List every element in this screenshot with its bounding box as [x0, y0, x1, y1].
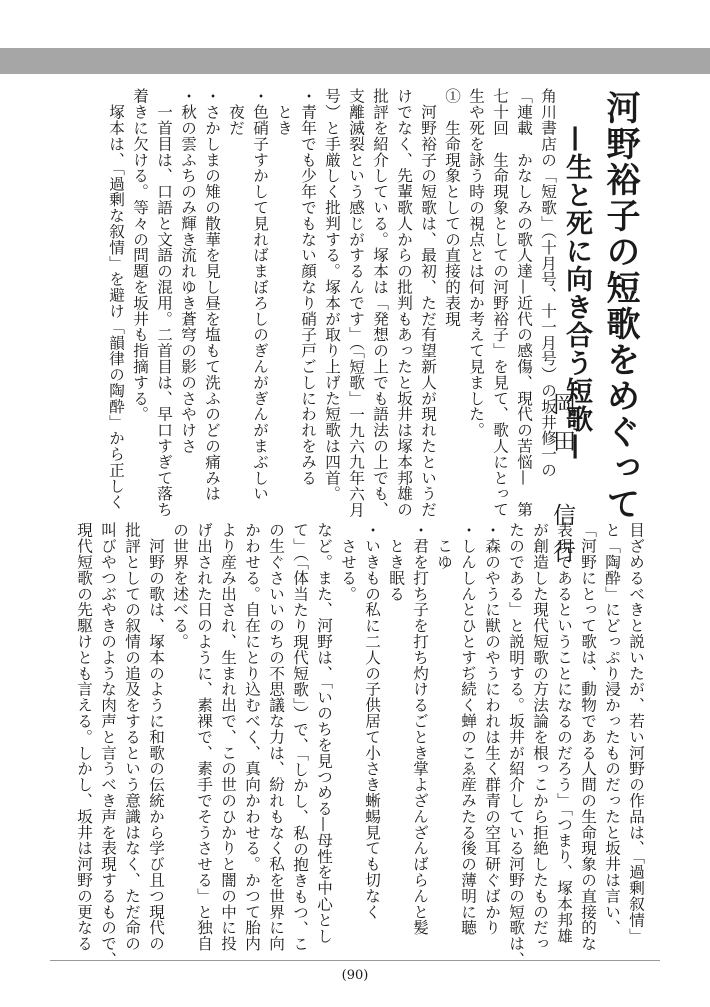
text-line: ・秋の雲ふちのみ輝き流れゆき蒼穹の影のさやけさ: [179, 88, 197, 454]
text-line: が創造した現代短歌の方法論を根っこから拒絶したものだっ: [531, 522, 549, 952]
text-line: たのである」と説明する。坂井が紹介している河野の短歌は、: [507, 522, 525, 968]
text-line: させる。: [339, 522, 357, 602]
text-line: 号）と手厳しく批判する。塚本が取り上げた短歌は四首。: [323, 88, 341, 502]
text-line: 支離滅裂という感じがするんです」（「短歌」一九六九年六月: [347, 88, 365, 518]
text-line: 河野裕子の短歌は、最初、ただ有望新人が現れたというだ: [419, 88, 437, 518]
text-line: の生ぐさいいのちの不思議な力は、紛れもなく私を世界に向: [267, 522, 285, 952]
text-line: 河野の歌は、塚本のように和歌の伝統から学び且つ現代の: [147, 522, 165, 952]
text-line: 角川書店の「短歌」（十月号、十一月号）の坂井修一の: [539, 88, 557, 478]
text-line: と「陶酔」にどっぷり浸かったものだったと坂井は言い、: [603, 522, 621, 936]
text-line: とき眠る: [387, 522, 405, 602]
article-author: 岡田 信行: [549, 392, 575, 577]
text-line: げ出された日のように、素裸で、素手でそうさせる」と独自: [195, 522, 213, 952]
text-line: より産み出され、生まれ出で、この世のひかりと闇の中に投: [219, 522, 237, 952]
text-line: の世界を述べる。: [171, 522, 189, 650]
text-line: ・色硝子すかして見ればまぼろしのぎんがぎんがまぶしい: [251, 88, 269, 502]
text-line: ・君を打ち子を打ち灼けるごとき掌よざんざんばらんと髪: [411, 522, 429, 936]
text-line: など。また、河野は、「いのちを見つめる—母性を中心とし: [315, 522, 333, 944]
text-line: 夜だ: [227, 88, 245, 136]
text-line: ・森のやうに獣のやうにわれは生く群青の空耳研ぐばかり: [483, 522, 501, 936]
text-line: 叫びやつぶやきのような肉声と言うべき声を表現するもので、: [99, 522, 117, 968]
text-line: 現代短歌の先駆けとも言える。しかし、坂井は河野の更なる: [75, 522, 93, 952]
text-column-bottom: [72, 522, 648, 968]
text-line: 一首目は、口語と文語の混用。二首目は、早口すぎて落ち: [155, 88, 173, 518]
text-line: 「河野にとって歌は、動物である人間の生命現象の直接的な: [579, 522, 597, 952]
article-subtitle: —生と死に向き合う短歌—: [561, 125, 592, 461]
text-line: 着きに欠ける。等々の問題を坂井も指摘する。: [131, 88, 149, 422]
text-line: 批評としての叙情の追及をするという意識はなく、ただ命の: [123, 522, 141, 952]
text-line: ・しんしんとひとすぢ続く蝉のこゑ産みたる後の薄明に聴: [459, 522, 477, 936]
text-line: 塚本は、「過剰な叙情」を避け「韻律の陶酔」から正しく: [107, 88, 125, 510]
text-line: 「連載 かなしみの歌人達—近代の感傷、現代の苦悩— 第: [515, 88, 533, 518]
text-line: けでなく、先輩歌人からの批判もあったと坂井は塚本邦雄の: [395, 88, 413, 518]
text-line: ・青年でも少年でもない顔なり硝子戸ごしにわれをみる: [299, 88, 317, 486]
text-line: 表現であるということになるのだろう」「つまり、塚本邦雄: [555, 522, 573, 944]
text-line: こゆ: [435, 522, 453, 570]
text-line: 七十回 生命現象としての河野裕子」を見て、歌人にとって: [491, 88, 509, 518]
text-line: とき: [275, 88, 293, 136]
text-line: 批評を紹介している。塚本は「発想の上でも語法の上でも、: [371, 88, 389, 518]
footer-divider: [50, 960, 660, 961]
text-line: て」（「体当たり現代短歌」）で、「しかし、私の抱きもつ、こ: [291, 522, 309, 952]
text-line: かわせる。自在にとり込むべく、真向かわせる。かつて胎内: [243, 522, 261, 952]
text-line: ① 生命現象としての直接的表現: [443, 88, 461, 327]
article-title: 河野裕子の短歌をめぐって: [600, 90, 640, 522]
text-line: ・いきもの私に二人の子供居て小さき蜥蜴見ても切なく: [363, 522, 381, 920]
page-number: (90): [341, 968, 369, 983]
text-column-top: [104, 88, 560, 520]
text-line: ・さかしまの雉の散華を見し昼を塩もて洗ふのどの痛みは: [203, 88, 221, 502]
header-bar: [0, 48, 710, 74]
text-line: 目ざめるべきと説いたが、若い河野の作品は、「過剰叙情」: [627, 522, 645, 944]
text-line: 生や死を詠う時の視点とは何か考えて見ました。: [467, 88, 485, 438]
